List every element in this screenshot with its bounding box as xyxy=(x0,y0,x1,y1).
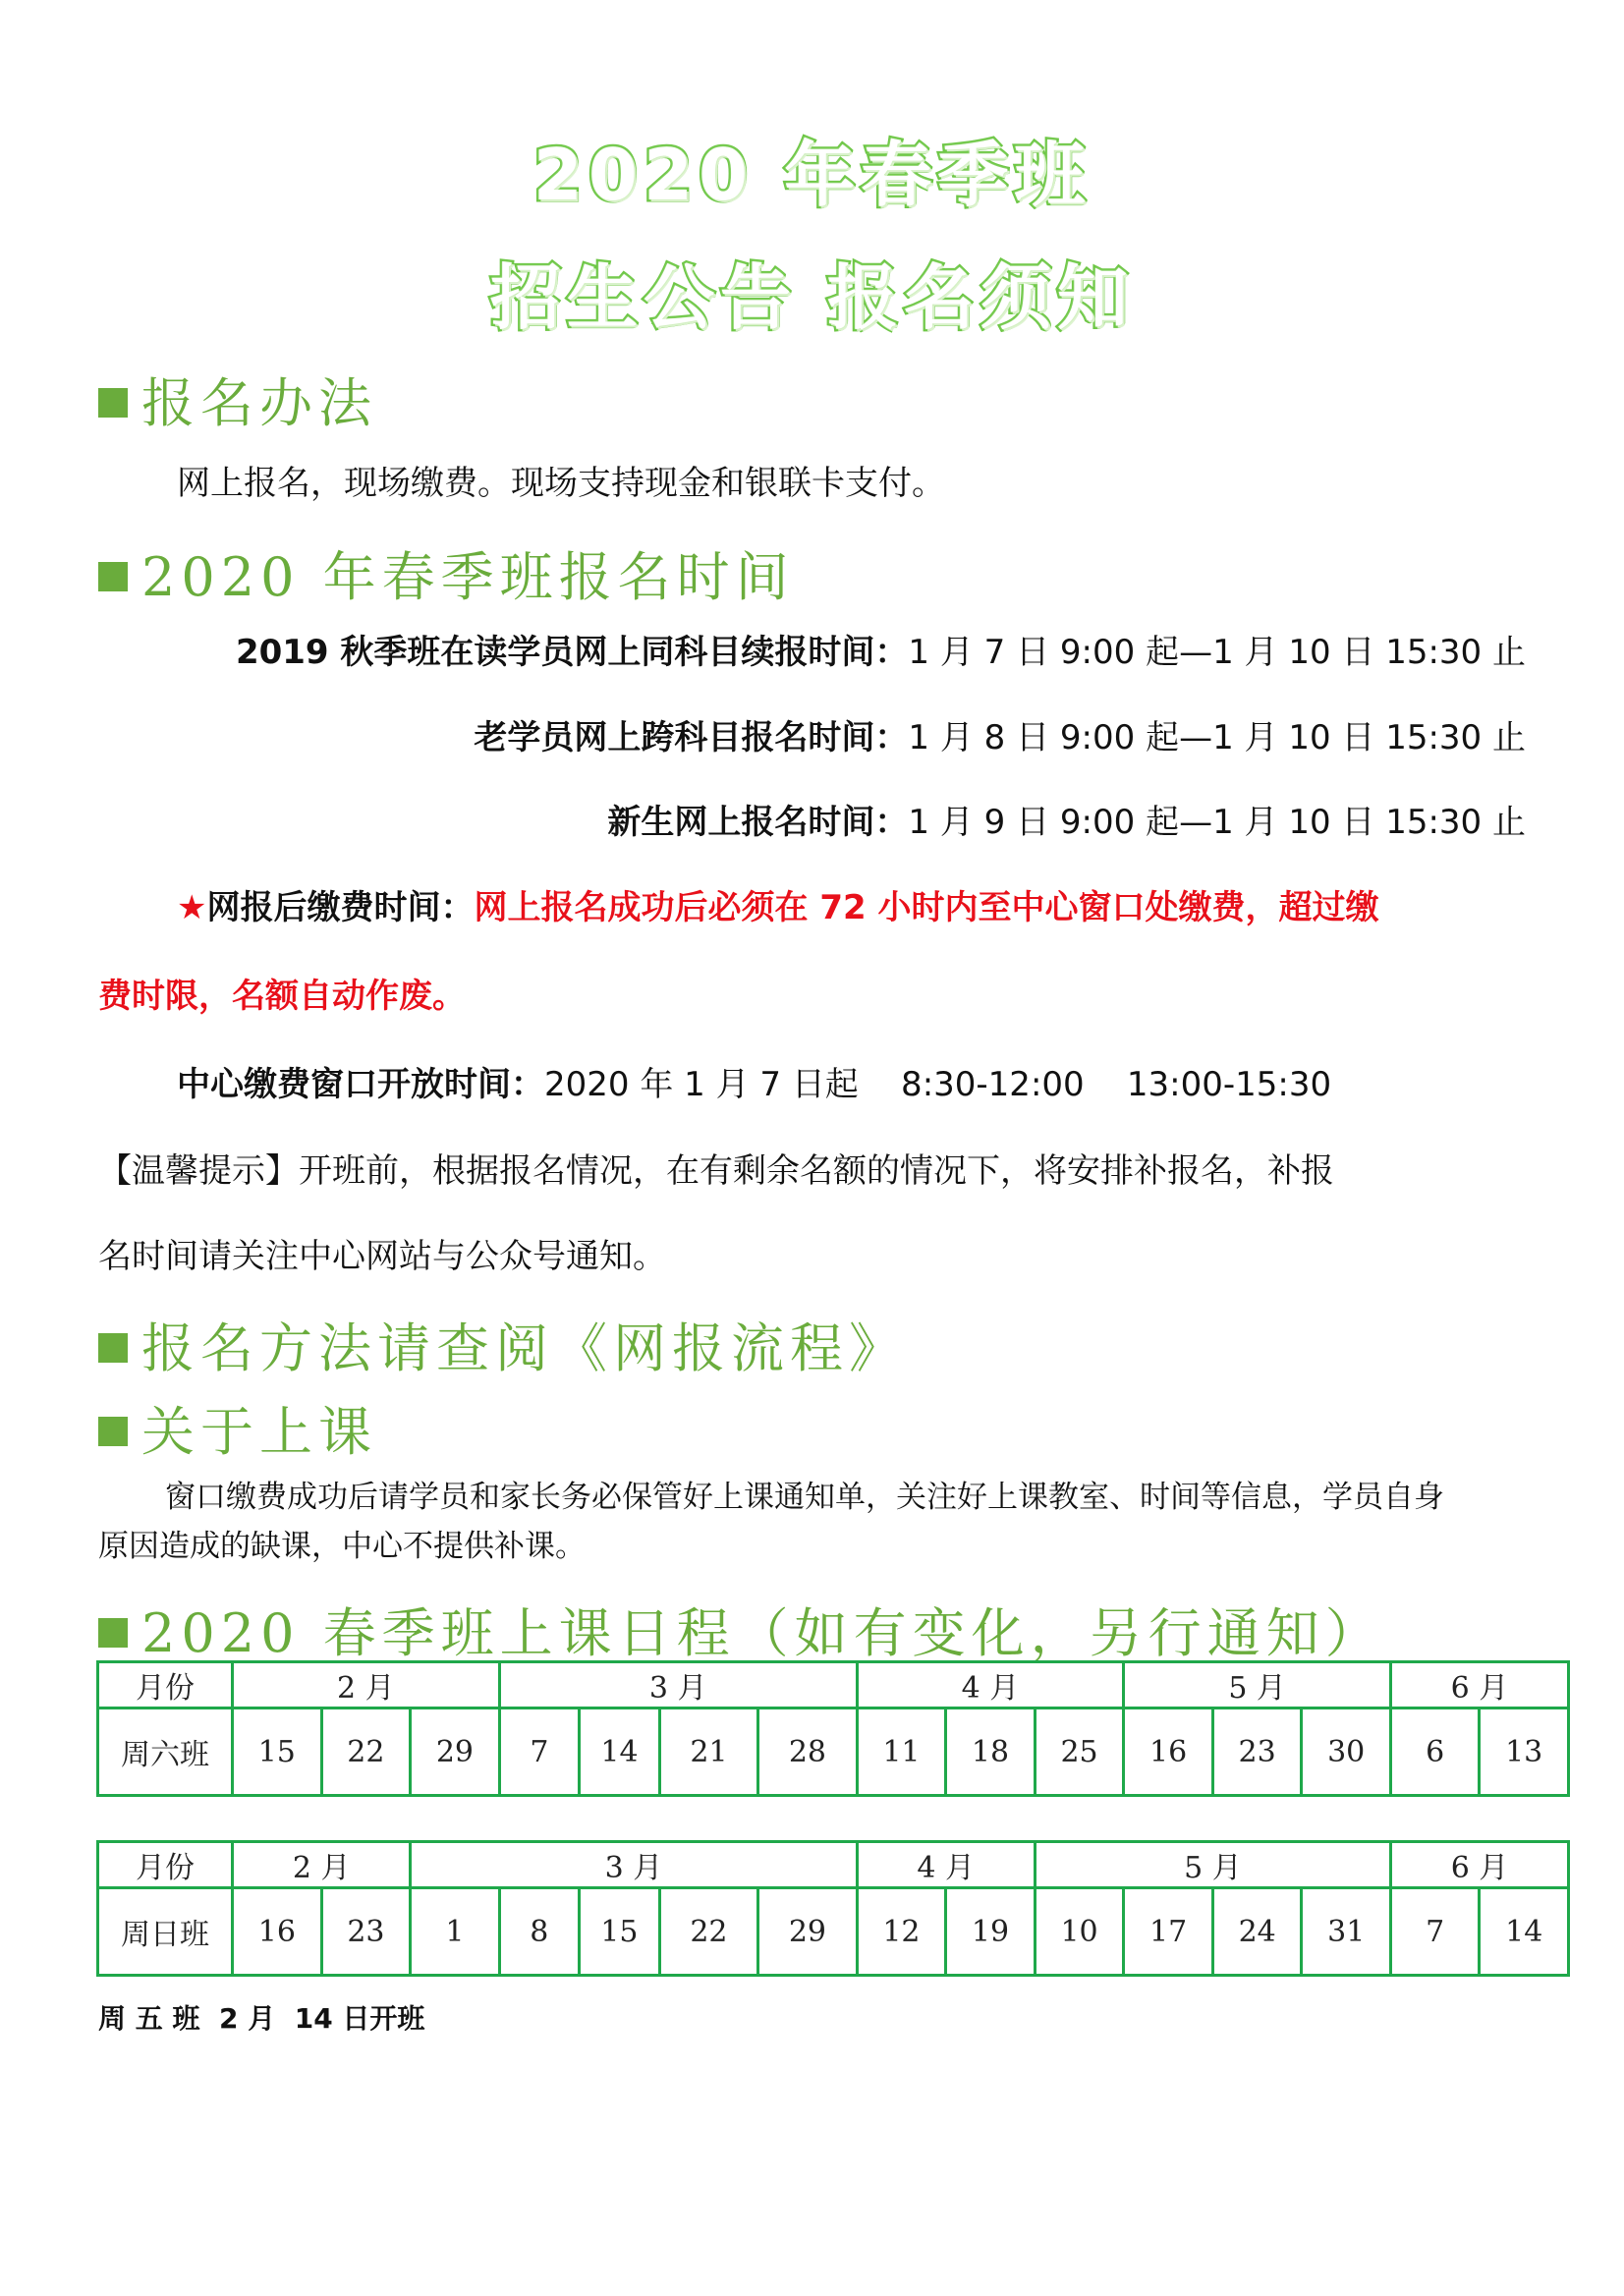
square-bullet-icon xyxy=(98,1417,128,1446)
saturday-schedule-table xyxy=(96,1660,1570,1797)
window-hours: 中心缴费窗口开放时间：2020 年 1 月 7 日起 8:30-12:00 13:00-15:30 xyxy=(177,1065,1332,1104)
time-row-cross-subject: 老学员网上跨科目报名时间：1 月 8 日 9:00 起—1 月 10 日 15:30 止 xyxy=(474,718,1526,757)
section-heading-time: 2020 年春季班报名时间 xyxy=(98,535,795,611)
day-cell: 7 xyxy=(499,1708,579,1796)
payment-deadline-cont: 费时限，名额自动作废。 xyxy=(98,977,466,1016)
month-header: 5 月 xyxy=(1035,1842,1390,1888)
time-row-continuing: 2019 秋季班在读学员网上同科目续报时间：1 月 7 日 9:00 起—1 月 10 日 15:30 止 xyxy=(235,633,1526,672)
month-header: 2 月 xyxy=(233,1842,411,1888)
month-header: 6 月 xyxy=(1391,1842,1569,1888)
square-bullet-icon xyxy=(98,388,128,418)
day-cell: 29 xyxy=(411,1708,500,1796)
day-cell: 10 xyxy=(1035,1888,1124,1976)
sunday-schedule-table xyxy=(96,1840,1570,1977)
day-cell: 17 xyxy=(1124,1888,1213,1976)
day-cell: 22 xyxy=(321,1708,411,1796)
payment-deadline: ★网报后缴费时间：网上报名成功后必须在 72 小时内至中心窗口处缴费，超过缴 xyxy=(177,888,1379,927)
day-cell: 15 xyxy=(233,1708,322,1796)
month-header: 5 月 xyxy=(1124,1662,1391,1708)
section-heading-process: 报名方法请查阅《网报流程》 xyxy=(98,1307,908,1382)
page-subtitle: 招生公告 报名须知 xyxy=(489,256,1135,339)
tip-line-1: 【温馨提示】开班前，根据报名情况，在有剩余名额的情况下，将安排补报名，补报 xyxy=(98,1151,1334,1191)
month-header: 6 月 xyxy=(1390,1662,1568,1708)
day-cell: 23 xyxy=(1212,1708,1302,1796)
day-cell: 8 xyxy=(499,1888,579,1976)
section-heading-schedule: 2020 春季班上课日程（如有变化，另行通知） xyxy=(98,1592,1384,1667)
day-cell: 18 xyxy=(946,1708,1036,1796)
month-header: 2 月 xyxy=(233,1662,500,1708)
day-cell: 29 xyxy=(758,1888,857,1976)
month-header: 4 月 xyxy=(857,1842,1035,1888)
day-cell: 24 xyxy=(1212,1888,1302,1976)
month-header: 3 月 xyxy=(499,1662,857,1708)
day-cell: 25 xyxy=(1035,1708,1124,1796)
day-cell: 1 xyxy=(411,1888,499,1976)
day-cell: 23 xyxy=(321,1888,411,1976)
square-bullet-icon xyxy=(98,1333,128,1363)
friday-class-note: 周 五 班 2 月 14 日开班 xyxy=(98,2002,425,2035)
square-bullet-icon xyxy=(98,1618,128,1648)
day-cell: 6 xyxy=(1390,1708,1479,1796)
month-header: 4 月 xyxy=(857,1662,1124,1708)
method-text: 网上报名，现场缴费。现场支持现金和银联卡支付。 xyxy=(177,464,945,503)
month-header: 3 月 xyxy=(411,1842,857,1888)
page-title: 2020 年春季班 xyxy=(532,134,1092,216)
day-cell: 11 xyxy=(857,1708,946,1796)
month-header-label: 月份 xyxy=(98,1842,233,1888)
section-heading-class: 关于上课 xyxy=(98,1390,377,1466)
day-cell: 19 xyxy=(946,1888,1036,1976)
day-cell: 14 xyxy=(1480,1888,1569,1976)
day-cell: 16 xyxy=(233,1888,322,1976)
row-label-saturday: 周六班 xyxy=(98,1708,233,1796)
day-cell: 13 xyxy=(1480,1708,1569,1796)
day-cell: 16 xyxy=(1124,1708,1213,1796)
class-text-1: 窗口缴费成功后请学员和家长务必保管好上课通知单，关注好上课教室、时间等信息，学员自身 xyxy=(165,1480,1444,1515)
day-cell: 12 xyxy=(857,1888,946,1976)
time-row-new-student: 新生网上报名时间：1 月 9 日 9:00 起—1 月 10 日 15:30 止 xyxy=(607,803,1526,842)
day-cell: 30 xyxy=(1302,1708,1391,1796)
star-icon: ★ xyxy=(177,888,207,927)
day-cell: 7 xyxy=(1391,1888,1480,1976)
day-cell: 28 xyxy=(758,1708,857,1796)
tip-line-2: 名时间请关注中心网站与公众号通知。 xyxy=(98,1237,666,1276)
day-cell: 31 xyxy=(1302,1888,1391,1976)
day-cell: 14 xyxy=(580,1708,660,1796)
day-cell: 22 xyxy=(659,1888,757,1976)
row-label-sunday: 周日班 xyxy=(98,1888,233,1976)
square-bullet-icon xyxy=(98,562,128,591)
class-text-2: 原因造成的缺课，中心不提供补课。 xyxy=(98,1529,586,1564)
month-header-label: 月份 xyxy=(98,1662,233,1708)
section-heading-method: 报名办法 xyxy=(98,362,377,437)
day-cell: 21 xyxy=(659,1708,757,1796)
day-cell: 15 xyxy=(580,1888,660,1976)
